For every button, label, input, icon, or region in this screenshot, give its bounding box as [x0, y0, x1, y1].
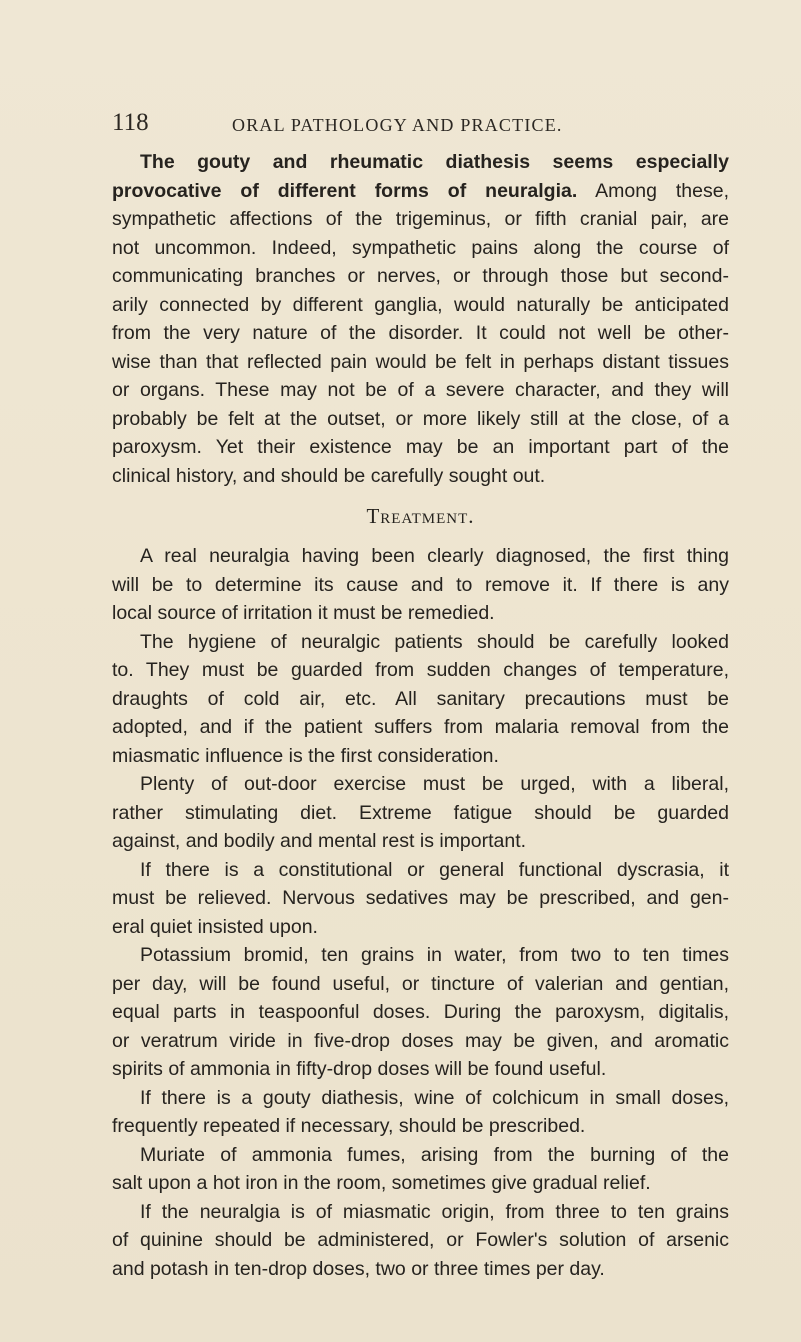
text-line: If there is a gouty diathesis, wine of colchicum in small doses,	[140, 1086, 729, 1109]
text-line: must be relieved. Nervous sedatives may be prescribed, and gen-	[112, 887, 729, 909]
text-line: Plenty of out-door exercise must be urged, with a liberal,	[140, 773, 729, 795]
text-line: arily connected by different ganglia, would naturally be anticipated	[112, 293, 729, 316]
section-heading: Treatment.	[366, 504, 475, 528]
bold-lead-end: provocative of different forms of neuralgia.	[112, 179, 578, 202]
text-line: clinical history, and should be carefully sought out.	[112, 464, 546, 487]
text-line: The gouty and rheumatic diathesis seems especially	[140, 151, 729, 173]
text-line-rest: Among these,	[595, 179, 730, 202]
paragraph	[112, 856, 729, 942]
text-line: and potash in ten-drop doses, two or three times per day.	[112, 1257, 605, 1280]
text-line: Muriate of ammonia fumes, arising from the burning of the	[140, 1143, 729, 1166]
text-line: wise than that reflected pain would be felt in perhaps distant tissues	[112, 350, 729, 373]
text-line: frequently repeated if necessary, should be prescribed.	[112, 1115, 586, 1137]
body-text	[112, 148, 729, 1283]
text-line: local source of irritation it must be remedied.	[112, 602, 495, 624]
text-line: per day, will be found useful, or tincture of valerian and gentian,	[112, 972, 729, 995]
text-line: equal parts in teaspoonful doses. During the paroxysm, digitalis,	[112, 1001, 729, 1023]
text-line: or organs. These may not be of a severe character, and they will	[112, 379, 729, 401]
text-line: of quinine should be administered, or Fowler's solution of arsenic	[112, 1229, 729, 1251]
paragraph	[112, 542, 729, 628]
paragraph	[112, 941, 729, 1084]
text-line: sympathetic affections of the trigeminus, or fifth cranial pair, are	[112, 208, 729, 230]
page-number: 118	[112, 109, 149, 136]
text-line: eral quiet insisted upon.	[112, 915, 318, 938]
text-line: from the very nature of the disorder. It could not well be other-	[112, 322, 729, 344]
text-line: will be to determine its cause and to remove it. If there is any	[112, 573, 729, 596]
text-line: rather stimulating diet. Extreme fatigue should be guarded	[112, 801, 729, 824]
text-line: salt upon a hot iron in the room, sometimes give gradual relief.	[112, 1172, 651, 1194]
treatment-paragraphs	[112, 542, 729, 1283]
text-line: miasmatic influence is the first consideration.	[112, 744, 499, 767]
text-line: to. They must be guarded from sudden changes of temperature,	[112, 659, 729, 681]
page-header	[112, 108, 712, 138]
paragraph	[112, 770, 729, 856]
running-head: ORAL PATHOLOGY AND PRACTICE.	[232, 115, 563, 135]
text-line: communicating branches or nerves, or through those but second-	[112, 265, 729, 287]
paragraph	[112, 1084, 729, 1141]
text-line: Potassium bromid, ten grains in water, from two to ten times	[140, 944, 729, 966]
text-line: If there is a constitutional or general functional dyscrasia, it	[140, 858, 729, 881]
text-line: draughts of cold air, etc. All sanitary precautions must be	[112, 687, 729, 710]
text-line: spirits of ammonia in fifty-drop doses will be found useful.	[112, 1058, 607, 1080]
text-line	[112, 177, 729, 206]
paragraph	[112, 1141, 729, 1198]
text-line: paroxysm. Yet their existence may be an important part of the	[112, 436, 729, 458]
text-line: If the neuralgia is of miasmatic origin, from three to ten grains	[140, 1200, 729, 1223]
text-line: probably be felt at the outset, or more likely still at the close, of a	[112, 407, 729, 430]
paragraph	[112, 1198, 729, 1284]
text-line: A real neuralgia having been clearly diagnosed, the first thing	[140, 545, 729, 567]
text-line: or veratrum viride in five-drop doses may be given, and aromatic	[112, 1029, 729, 1052]
paragraph	[112, 628, 729, 771]
text-line: against, and bodily and mental rest is important.	[112, 830, 527, 852]
intro-paragraph	[112, 148, 729, 490]
text-line: adopted, and if the patient suffers from malaria removal from the	[112, 716, 729, 738]
text-line: not uncommon. Indeed, sympathetic pains along the course of	[112, 236, 729, 259]
text-line: The hygiene of neuralgic patients should be carefully looked	[140, 630, 729, 653]
